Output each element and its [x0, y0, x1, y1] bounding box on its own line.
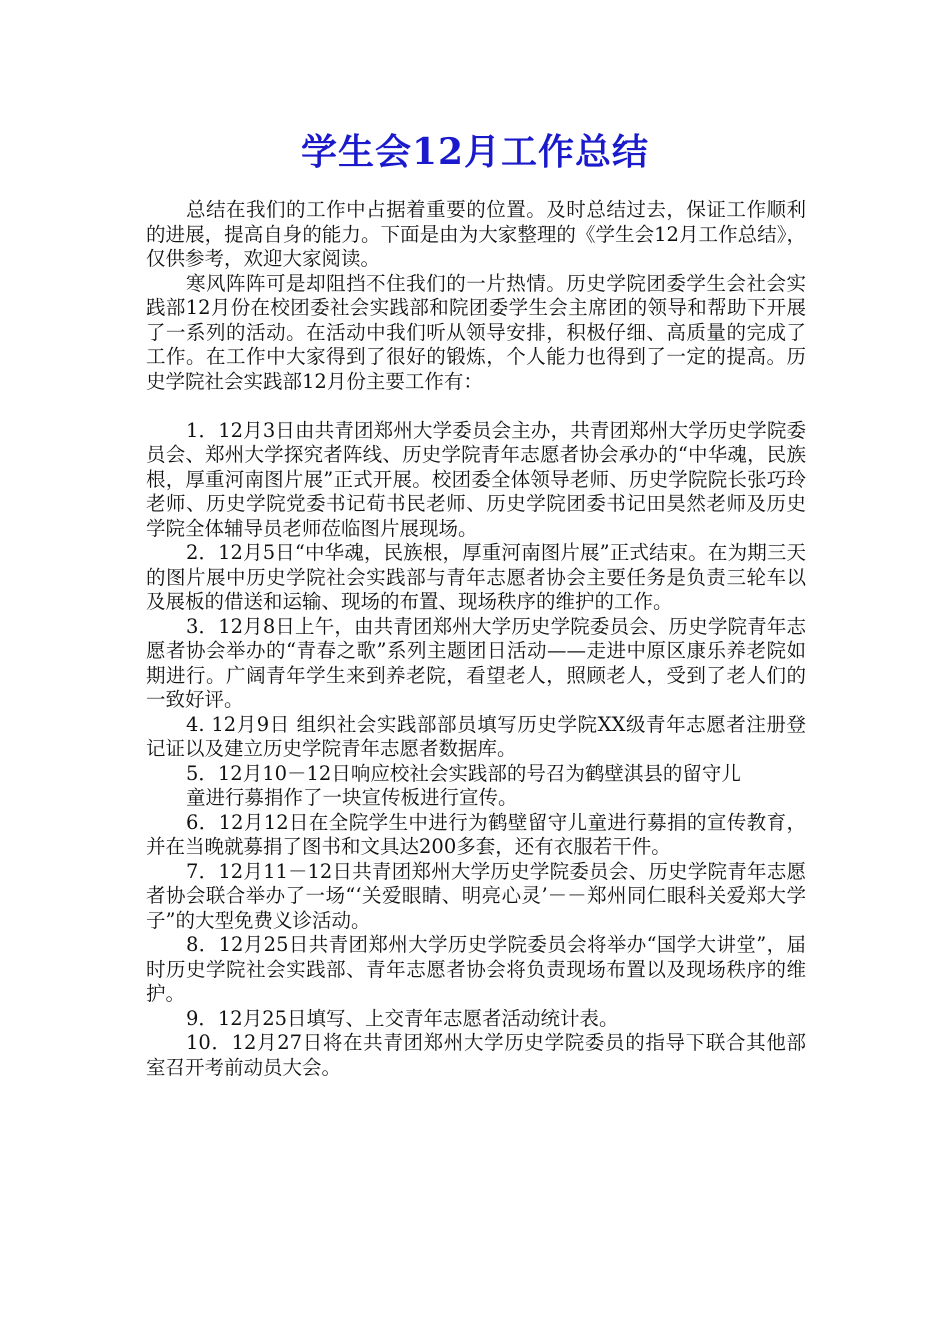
document-title: 学生会12月工作总结: [300, 131, 650, 173]
paragraph-item-9: 9．12月25日填写、上交青年志愿者活动统计表。: [185, 1006, 619, 1030]
paragraph-item-2: 2．12月5日“中华魂，民族根，厚重河南图片展”正式结束。在为期三天的图片展中历史学院社会实践部与青年志愿者协会主要任务是负责三轮车以及展板的借送和运输、现场的布置、现场秩序的维护的工作。: [146, 541, 806, 613]
paragraph-item-8: 8．12月25日共青团郑州大学历史学院委员会将举办“国学大讲堂”，届时历史学院社会实践部、青年志愿者协会将负责现场布置以及现场秩序的维护。: [146, 933, 806, 1005]
paragraph-item-10: 10．12月27日将在共青团郑州大学历史学院委员的指导下联合其他部室召开考前动员大会。: [146, 1031, 806, 1079]
document-body: [146, 198, 806, 1080]
paragraph-item-3: 3．12月8日上午，由共青团郑州大学历史学院委员会、历史学院青年志愿者协会举办的“青春之歌”系列主题团日活动——走进中原区康乐养老院如期进行。广阔青年学生来到养老院，看望老人，照顾老人，受到了老人们的一致好评。: [146, 614, 806, 711]
paragraph-item-7: 7．12月11－12日共青团郑州大学历史学院委员会、历史学院青年志愿者协会联合举办了一场“‘关爱眼睛、明亮心灵’－－郑州同仁眼科关爱郑大学子”的大型免费义诊活动。: [146, 859, 806, 932]
paragraph-intro: 总结在我们的工作中占据着重要的位置。及时总结过去，保证工作顺利的进展，提高自身的能力。下面是由为大家整理的《学生会12月工作总结》，仅供参考，欢迎大家阅读。: [146, 198, 806, 270]
paragraph-item-6: 6．12月12日在全院学生中进行为鹤壁留守儿童进行募捐的宣传教育，并在当晚就募捐了图书和文具达200多套，还有衣服若干件。: [146, 810, 806, 858]
paragraph-item-5-continued: 童进行募捐作了一块宣传板进行宣传。: [185, 786, 518, 809]
paragraph-overview: 寒风阵阵可是却阻挡不住我们的一片热情。历史学院团委学生会社会实践部12月份在校团委社会实践部和院团委学生会主席团的领导和帮助下开展了一系列的活动。在活动中我们听从领导安排，积极仔细、高质量的完成了工作。在工作中大家得到了很好的锻炼，个人能力也得到了一定的提高。历史学院社会实践部12月份主要工作有：: [146, 271, 806, 393]
blank-line: [146, 394, 806, 419]
paragraph-item-5: 5．12月10－12日响应校社会实践部的号召为鹤壁淇县的留守儿: [185, 761, 741, 785]
paragraph-item-1: 1．12月3日由共青团郑州大学委员会主办，共青团郑州大学历史学院委员会、郑州大学探究者阵线、历史学院青年志愿者协会承办的“中华魂，民族根，厚重河南图片展”正式开展。校团委全体领导老师、历史学院院长张巧玲老师、历史学院党委书记荀书民老师、历史学院团委书记田昊然老师及历史学院全体辅导员老师莅临图片展现场。: [146, 418, 806, 540]
paragraph-item-4: 4. 12月9日 组织社会实践部部员填写历史学院XX级青年志愿者注册登记证以及建立历史学院青年志愿者数据库。: [146, 712, 806, 760]
